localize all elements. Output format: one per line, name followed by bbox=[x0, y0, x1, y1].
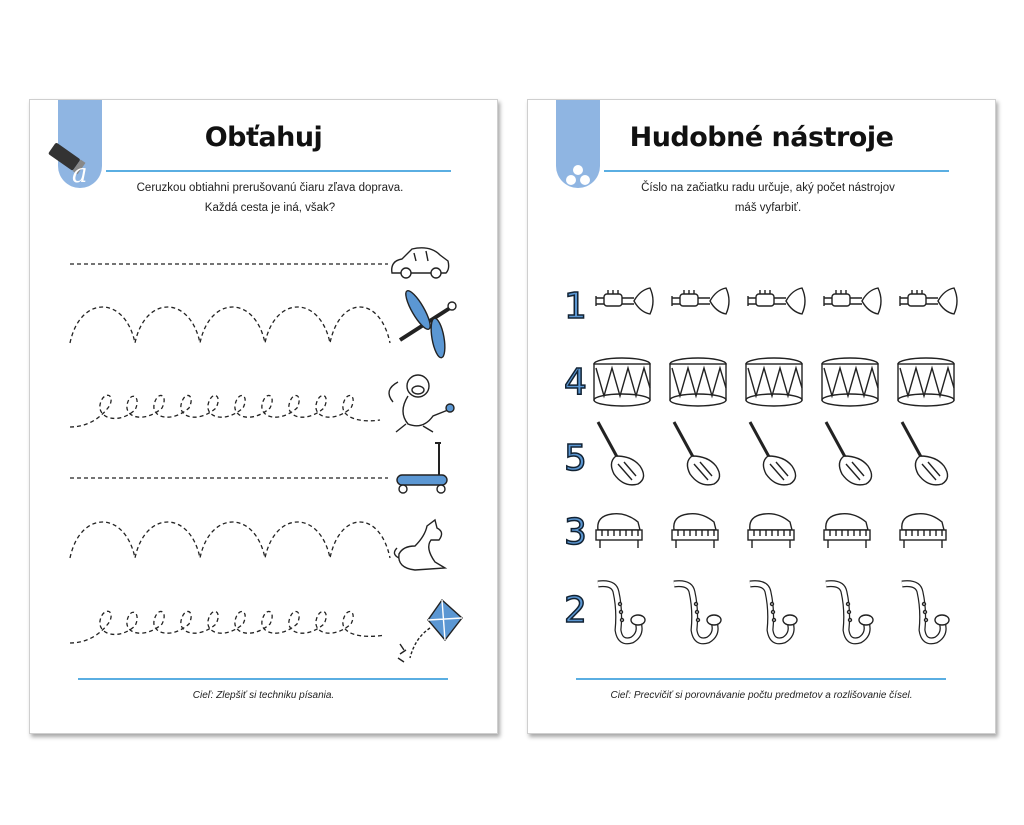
cello-icon[interactable] bbox=[674, 422, 720, 485]
drum-icon[interactable] bbox=[594, 358, 650, 406]
instrument-grid[interactable] bbox=[528, 100, 995, 733]
trumpet-icon[interactable] bbox=[672, 288, 729, 314]
kite-icon bbox=[398, 600, 462, 662]
drum-icon[interactable] bbox=[670, 358, 726, 406]
drum-icon[interactable] bbox=[746, 358, 802, 406]
monkey-icon bbox=[389, 375, 454, 432]
instruction-line-2: máš vyfarbiť. bbox=[734, 202, 802, 214]
row-number-1: 1 bbox=[564, 286, 587, 327]
cello-icon[interactable] bbox=[598, 422, 644, 485]
footer-line bbox=[576, 678, 946, 680]
saxophone-icon[interactable] bbox=[750, 584, 797, 641]
cello-icon[interactable] bbox=[826, 422, 872, 485]
piano-icon[interactable] bbox=[596, 514, 642, 548]
saxophone-icon[interactable] bbox=[826, 584, 873, 641]
cello-icon[interactable] bbox=[902, 422, 948, 485]
goal-text: Cieľ: Zlepšiť si techniku písania. bbox=[192, 690, 335, 701]
piano-icon[interactable] bbox=[672, 514, 718, 548]
page-title: Obťahuj bbox=[204, 122, 323, 153]
saxophone-icon[interactable] bbox=[902, 584, 949, 641]
row-number-3: 5 bbox=[564, 438, 587, 479]
trumpet-icon[interactable] bbox=[748, 288, 805, 314]
scooter-icon bbox=[397, 443, 447, 493]
saxophone-icon[interactable] bbox=[598, 584, 645, 641]
piano-icon[interactable] bbox=[824, 514, 870, 548]
trumpet-icon[interactable] bbox=[824, 288, 881, 314]
worksheet-instruments bbox=[527, 99, 996, 734]
piano-icon[interactable] bbox=[748, 514, 794, 548]
instruction-line-1: Číslo na začiatku radu určuje, aký počet nástrojov bbox=[641, 182, 895, 194]
row-number-2: 4 bbox=[564, 362, 587, 403]
footer-line bbox=[78, 678, 448, 680]
kangaroo-icon bbox=[394, 520, 445, 570]
trumpet-icon[interactable] bbox=[900, 288, 957, 314]
row-number-5: 2 bbox=[564, 590, 587, 631]
page-title: Hudobné nástroje bbox=[629, 122, 894, 153]
instruction-line-1: Ceruzkou obtiahni prerušovanú čiaru zľava doprava. bbox=[136, 182, 404, 194]
drum-icon[interactable] bbox=[898, 358, 954, 406]
tab-letter: a bbox=[72, 159, 88, 189]
row-pictures bbox=[30, 100, 497, 733]
saxophone-icon[interactable] bbox=[674, 584, 721, 641]
trumpet-icon[interactable] bbox=[596, 288, 653, 314]
piano-icon[interactable] bbox=[900, 514, 946, 548]
drum-icon[interactable] bbox=[822, 358, 878, 406]
goal-text: Cieľ: Precvičiť si porovnávanie počtu predmetov a rozlišovanie čísel. bbox=[610, 690, 913, 701]
cello-icon[interactable] bbox=[750, 422, 796, 485]
car-icon bbox=[392, 248, 449, 278]
instruction-line-2: Každá cesta je iná, však? bbox=[204, 202, 336, 214]
dragonfly-icon bbox=[400, 288, 456, 359]
worksheet-trace bbox=[29, 99, 498, 734]
row-number-4: 3 bbox=[564, 512, 587, 553]
